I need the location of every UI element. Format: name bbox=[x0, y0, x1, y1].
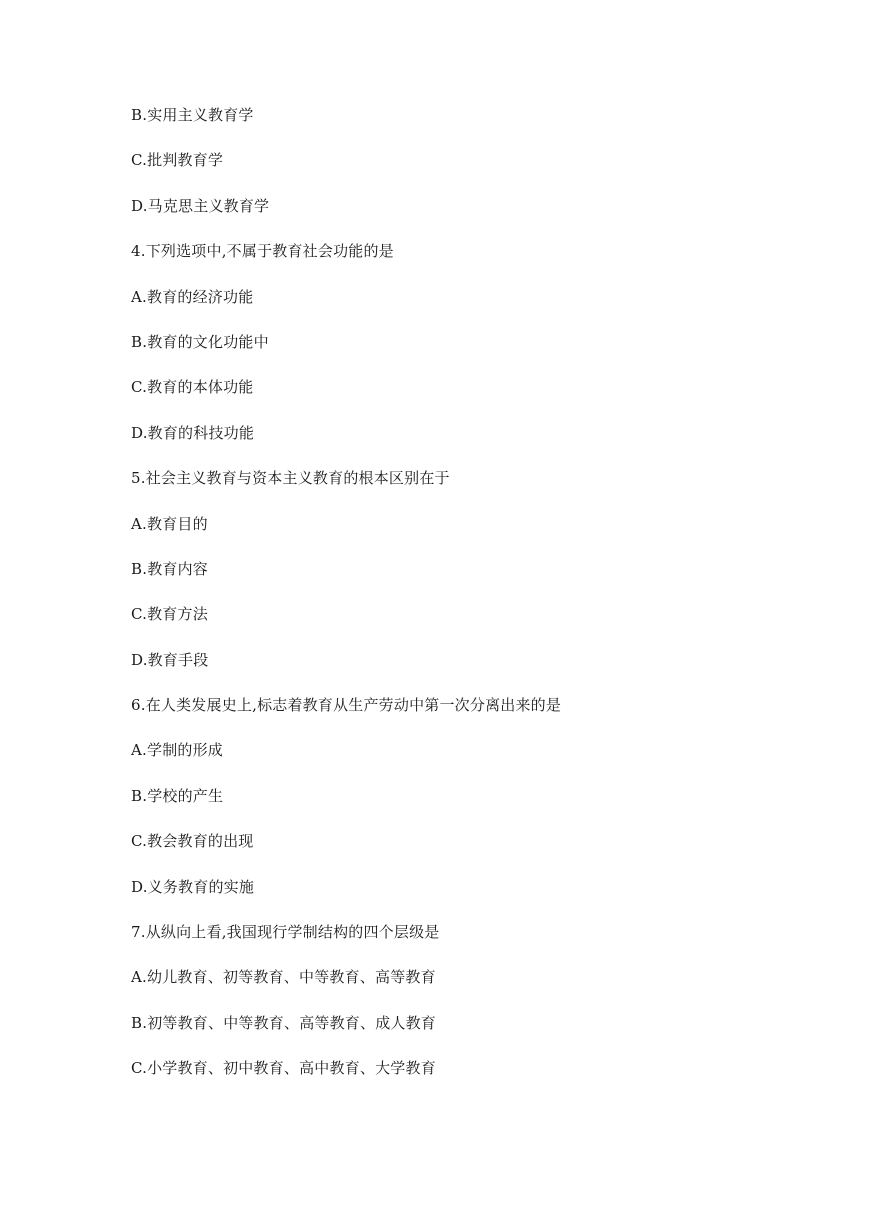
option-7c: C.小学教育、初中教育、高中教育、大学教育 bbox=[131, 1059, 436, 1078]
option-4d: D.教育的科技功能 bbox=[131, 423, 255, 442]
option-6a: A.学制的形成 bbox=[131, 741, 224, 760]
option-5b: B.教育内容 bbox=[131, 559, 208, 578]
option-7b: B.初等教育、中等教育、高等教育、成人教育 bbox=[131, 1013, 436, 1032]
question-7: 7.从纵向上看,我国现行学制结构的四个层级是 bbox=[131, 923, 440, 942]
option-3d: D.马克思主义教育学 bbox=[131, 196, 270, 215]
option-6d: D.义务教育的实施 bbox=[131, 877, 255, 896]
option-7a: A.幼儿教育、初等教育、中等教育、高等教育 bbox=[131, 968, 436, 987]
document-page bbox=[131, 103, 831, 1102]
option-5c: C.教育方法 bbox=[131, 605, 208, 624]
option-3b: B.实用主义教育学 bbox=[131, 106, 254, 124]
option-6b: B.学校的产生 bbox=[131, 786, 224, 805]
option-4b: B.教育的文化功能中 bbox=[131, 332, 269, 351]
option-5a: A.教育目的 bbox=[131, 514, 208, 533]
option-3c: C.批判教育学 bbox=[131, 151, 224, 170]
option-4c: C.教育的本体功能 bbox=[131, 378, 254, 397]
option-6c: C.教会教育的出现 bbox=[131, 832, 254, 851]
question-5: 5.社会主义教育与资本主义教育的根本区别在于 bbox=[131, 469, 450, 488]
question-6: 6.在人类发展史上,标志着教育从生产劳动中第一次分离出来的是 bbox=[131, 696, 562, 715]
option-5d: D.教育手段 bbox=[131, 650, 209, 669]
question-4: 4.下列选项中,不属于教育社会功能的是 bbox=[131, 242, 394, 261]
option-4a: A.教育的经济功能 bbox=[131, 287, 254, 306]
